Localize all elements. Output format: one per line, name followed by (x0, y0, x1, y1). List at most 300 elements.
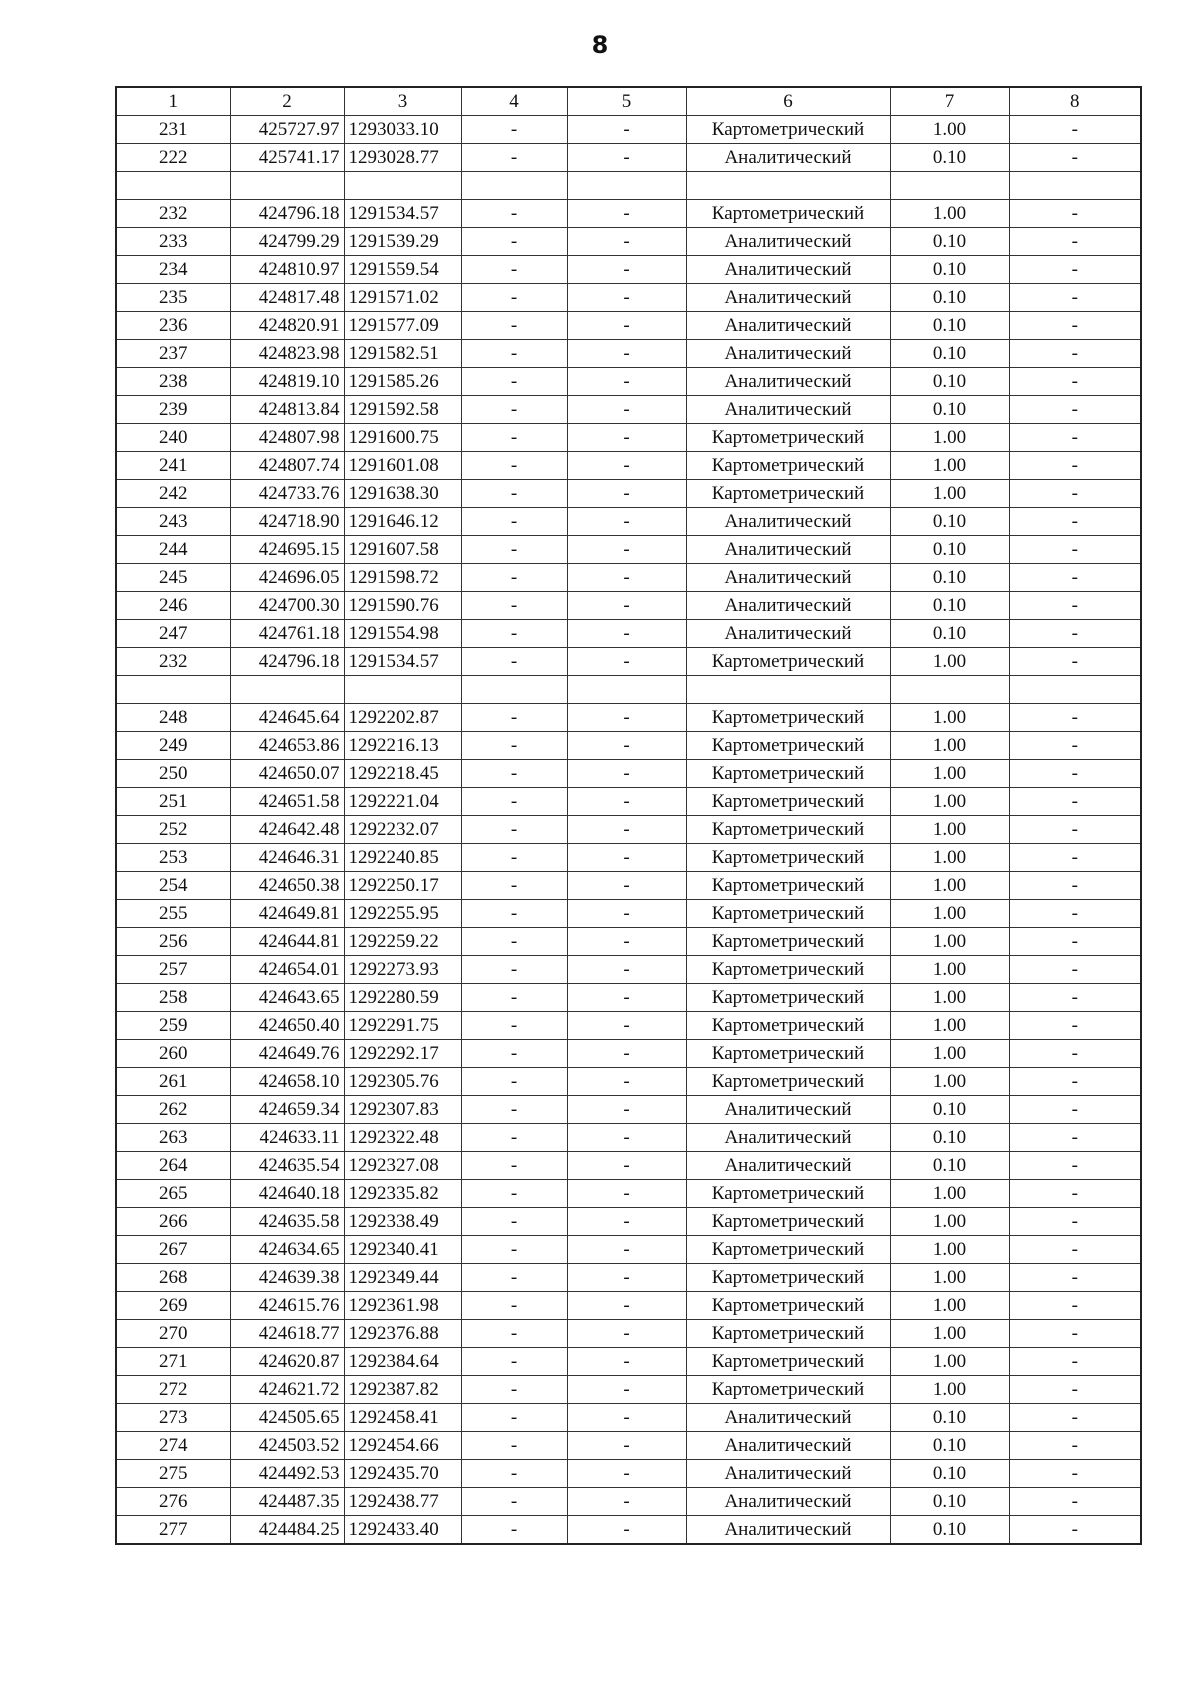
col4-cell: - (461, 340, 567, 368)
x-coordinate-cell: 424492.53 (230, 1460, 344, 1488)
y-coordinate-cell: 1291590.76 (344, 592, 461, 620)
col4-cell: - (461, 1264, 567, 1292)
y-coordinate-cell: 1292435.70 (344, 1460, 461, 1488)
col4-cell (461, 172, 567, 200)
column-header: 6 (686, 87, 890, 116)
method-cell: Аналитический (686, 284, 890, 312)
table-row (116, 1012, 1141, 1040)
col4-cell: - (461, 452, 567, 480)
table-row (116, 452, 1141, 480)
point-number-cell: 247 (116, 620, 230, 648)
col4-cell: - (461, 1376, 567, 1404)
col4-cell: - (461, 424, 567, 452)
col8-cell: - (1009, 1404, 1141, 1432)
point-number-cell: 271 (116, 1348, 230, 1376)
accuracy-cell: 0.10 (890, 592, 1009, 620)
accuracy-cell: 0.10 (890, 256, 1009, 284)
col5-cell: - (567, 1432, 686, 1460)
col8-cell: - (1009, 1264, 1141, 1292)
y-coordinate-cell: 1292322.48 (344, 1124, 461, 1152)
method-cell: Аналитический (686, 1432, 890, 1460)
accuracy-cell: 1.00 (890, 116, 1009, 144)
table-row (116, 172, 1141, 200)
x-coordinate-cell: 424505.65 (230, 1404, 344, 1432)
x-coordinate-cell: 424819.10 (230, 368, 344, 396)
x-coordinate-cell: 424635.58 (230, 1208, 344, 1236)
table-row (116, 620, 1141, 648)
accuracy-cell: 0.10 (890, 1432, 1009, 1460)
col5-cell: - (567, 452, 686, 480)
point-number-cell: 258 (116, 984, 230, 1012)
point-number-cell: 267 (116, 1236, 230, 1264)
col8-cell: - (1009, 1292, 1141, 1320)
col4-cell: - (461, 144, 567, 172)
table-row (116, 228, 1141, 256)
x-coordinate-cell: 424635.54 (230, 1152, 344, 1180)
accuracy-cell: 1.00 (890, 956, 1009, 984)
accuracy-cell: 1.00 (890, 984, 1009, 1012)
point-number-cell: 275 (116, 1460, 230, 1488)
col4-cell: - (461, 1460, 567, 1488)
col4-cell: - (461, 312, 567, 340)
method-cell: Картометрический (686, 1376, 890, 1404)
method-cell: Аналитический (686, 1488, 890, 1516)
point-number-cell: 246 (116, 592, 230, 620)
table-row (116, 760, 1141, 788)
accuracy-cell: 1.00 (890, 732, 1009, 760)
x-coordinate-cell: 424658.10 (230, 1068, 344, 1096)
method-cell: Картометрический (686, 1264, 890, 1292)
accuracy-cell: 0.10 (890, 508, 1009, 536)
y-coordinate-cell: 1292280.59 (344, 984, 461, 1012)
y-coordinate-cell: 1292327.08 (344, 1152, 461, 1180)
x-coordinate-cell: 424807.98 (230, 424, 344, 452)
table-row (116, 928, 1141, 956)
method-cell: Картометрический (686, 648, 890, 676)
col4-cell: - (461, 788, 567, 816)
y-coordinate-cell: 1291598.72 (344, 564, 461, 592)
accuracy-cell: 0.10 (890, 1460, 1009, 1488)
x-coordinate-cell: 424615.76 (230, 1292, 344, 1320)
point-number-cell: 252 (116, 816, 230, 844)
method-cell: Картометрический (686, 1236, 890, 1264)
method-cell: Картометрический (686, 872, 890, 900)
col5-cell: - (567, 396, 686, 424)
y-coordinate-cell: 1292387.82 (344, 1376, 461, 1404)
method-cell: Картометрический (686, 760, 890, 788)
point-number-cell: 232 (116, 200, 230, 228)
accuracy-cell: 1.00 (890, 200, 1009, 228)
y-coordinate-cell: 1292349.44 (344, 1264, 461, 1292)
table-row (116, 1460, 1141, 1488)
point-number-cell (116, 172, 230, 200)
col5-cell: - (567, 760, 686, 788)
x-coordinate-cell: 424634.65 (230, 1236, 344, 1264)
table-row (116, 956, 1141, 984)
col4-cell: - (461, 1068, 567, 1096)
point-number-cell: 270 (116, 1320, 230, 1348)
table-row (116, 1236, 1141, 1264)
x-coordinate-cell: 424633.11 (230, 1124, 344, 1152)
y-coordinate-cell: 1292232.07 (344, 816, 461, 844)
point-number-cell: 239 (116, 396, 230, 424)
table-row (116, 984, 1141, 1012)
x-coordinate-cell: 424650.40 (230, 1012, 344, 1040)
y-coordinate-cell: 1292273.93 (344, 956, 461, 984)
point-number-cell: 232 (116, 648, 230, 676)
y-coordinate-cell: 1293028.77 (344, 144, 461, 172)
table-row (116, 648, 1141, 676)
y-coordinate-cell: 1291577.09 (344, 312, 461, 340)
table-row (116, 424, 1141, 452)
col4-cell: - (461, 396, 567, 424)
table-header-row (116, 87, 1141, 116)
table-row (116, 1180, 1141, 1208)
col4-cell: - (461, 284, 567, 312)
accuracy-cell: 1.00 (890, 704, 1009, 732)
x-coordinate-cell: 424696.05 (230, 564, 344, 592)
col5-cell: - (567, 424, 686, 452)
accuracy-cell: 1.00 (890, 452, 1009, 480)
x-coordinate-cell: 424644.81 (230, 928, 344, 956)
col4-cell: - (461, 480, 567, 508)
accuracy-cell: 0.10 (890, 1516, 1009, 1545)
accuracy-cell: 0.10 (890, 368, 1009, 396)
col5-cell: - (567, 704, 686, 732)
x-coordinate-cell: 424761.18 (230, 620, 344, 648)
point-number-cell: 268 (116, 1264, 230, 1292)
method-cell: Аналитический (686, 1152, 890, 1180)
x-coordinate-cell: 424653.86 (230, 732, 344, 760)
x-coordinate-cell: 424807.74 (230, 452, 344, 480)
accuracy-cell: 0.10 (890, 1488, 1009, 1516)
y-coordinate-cell: 1292255.95 (344, 900, 461, 928)
col4-cell: - (461, 1236, 567, 1264)
table-row (116, 312, 1141, 340)
y-coordinate-cell: 1292458.41 (344, 1404, 461, 1432)
accuracy-cell: 0.10 (890, 564, 1009, 592)
x-coordinate-cell: 424650.38 (230, 872, 344, 900)
y-coordinate-cell (344, 676, 461, 704)
y-coordinate-cell: 1292259.22 (344, 928, 461, 956)
col8-cell: - (1009, 732, 1141, 760)
col8-cell: - (1009, 648, 1141, 676)
table-row (116, 284, 1141, 312)
col4-cell: - (461, 536, 567, 564)
x-coordinate-cell: 425741.17 (230, 144, 344, 172)
col8-cell: - (1009, 1488, 1141, 1516)
table-row (116, 872, 1141, 900)
table-row (116, 1292, 1141, 1320)
col5-cell: - (567, 1068, 686, 1096)
table-row (116, 788, 1141, 816)
col5-cell: - (567, 536, 686, 564)
point-number-cell: 266 (116, 1208, 230, 1236)
x-coordinate-cell: 424484.25 (230, 1516, 344, 1545)
accuracy-cell: 1.00 (890, 760, 1009, 788)
col5-cell: - (567, 900, 686, 928)
col5-cell: - (567, 480, 686, 508)
accuracy-cell: 0.10 (890, 1096, 1009, 1124)
method-cell (686, 172, 890, 200)
col8-cell: - (1009, 844, 1141, 872)
col8-cell: - (1009, 816, 1141, 844)
method-cell: Картометрический (686, 1348, 890, 1376)
column-header: 2 (230, 87, 344, 116)
x-coordinate-cell: 424643.65 (230, 984, 344, 1012)
col4-cell: - (461, 1432, 567, 1460)
point-number-cell: 242 (116, 480, 230, 508)
accuracy-cell: 1.00 (890, 1320, 1009, 1348)
col8-cell: - (1009, 1124, 1141, 1152)
y-coordinate-cell: 1292221.04 (344, 788, 461, 816)
table-row (116, 1264, 1141, 1292)
accuracy-cell: 1.00 (890, 1180, 1009, 1208)
table-row (116, 340, 1141, 368)
method-cell: Картометрический (686, 928, 890, 956)
col8-cell (1009, 172, 1141, 200)
method-cell: Аналитический (686, 1404, 890, 1432)
point-number-cell: 248 (116, 704, 230, 732)
y-coordinate-cell: 1291554.98 (344, 620, 461, 648)
column-header: 8 (1009, 87, 1141, 116)
method-cell: Картометрический (686, 424, 890, 452)
col8-cell: - (1009, 900, 1141, 928)
x-coordinate-cell: 424718.90 (230, 508, 344, 536)
col4-cell: - (461, 1040, 567, 1068)
col8-cell: - (1009, 928, 1141, 956)
x-coordinate-cell: 424640.18 (230, 1180, 344, 1208)
col5-cell: - (567, 284, 686, 312)
point-number-cell: 233 (116, 228, 230, 256)
method-cell: Аналитический (686, 396, 890, 424)
col5-cell: - (567, 144, 686, 172)
accuracy-cell: 1.00 (890, 648, 1009, 676)
method-cell: Аналитический (686, 592, 890, 620)
col4-cell: - (461, 256, 567, 284)
col5-cell: - (567, 984, 686, 1012)
col8-cell: - (1009, 1180, 1141, 1208)
x-coordinate-cell: 424695.15 (230, 536, 344, 564)
x-coordinate-cell: 424810.97 (230, 256, 344, 284)
x-coordinate-cell: 424799.29 (230, 228, 344, 256)
col5-cell: - (567, 200, 686, 228)
col4-cell: - (461, 1488, 567, 1516)
accuracy-cell (890, 172, 1009, 200)
table-body (116, 116, 1141, 1545)
y-coordinate-cell: 1292292.17 (344, 1040, 461, 1068)
table-row (116, 368, 1141, 396)
method-cell: Картометрический (686, 900, 890, 928)
col5-cell: - (567, 1180, 686, 1208)
accuracy-cell: 0.10 (890, 340, 1009, 368)
accuracy-cell: 1.00 (890, 1236, 1009, 1264)
x-coordinate-cell: 424659.34 (230, 1096, 344, 1124)
col4-cell: - (461, 844, 567, 872)
col4-cell: - (461, 984, 567, 1012)
method-cell: Картометрический (686, 480, 890, 508)
method-cell: Аналитический (686, 256, 890, 284)
x-coordinate-cell: 424651.58 (230, 788, 344, 816)
accuracy-cell: 0.10 (890, 396, 1009, 424)
method-cell: Картометрический (686, 1040, 890, 1068)
col5-cell: - (567, 508, 686, 536)
point-number-cell: 244 (116, 536, 230, 564)
col5-cell: - (567, 1124, 686, 1152)
y-coordinate-cell: 1291539.29 (344, 228, 461, 256)
y-coordinate-cell (344, 172, 461, 200)
y-coordinate-cell: 1292307.83 (344, 1096, 461, 1124)
point-number-cell: 255 (116, 900, 230, 928)
y-coordinate-cell: 1291638.30 (344, 480, 461, 508)
column-header: 3 (344, 87, 461, 116)
method-cell: Картометрический (686, 1068, 890, 1096)
col5-cell: - (567, 1096, 686, 1124)
col4-cell: - (461, 228, 567, 256)
col8-cell: - (1009, 452, 1141, 480)
point-number-cell: 240 (116, 424, 230, 452)
page-number: 8 (591, 31, 609, 59)
table-row (116, 676, 1141, 704)
accuracy-cell: 0.10 (890, 1152, 1009, 1180)
col8-cell: - (1009, 1376, 1141, 1404)
point-number-cell: 274 (116, 1432, 230, 1460)
accuracy-cell: 1.00 (890, 844, 1009, 872)
col8-cell: - (1009, 340, 1141, 368)
method-cell: Аналитический (686, 564, 890, 592)
table-row (116, 1320, 1141, 1348)
col8-cell: - (1009, 1432, 1141, 1460)
col4-cell: - (461, 1348, 567, 1376)
y-coordinate-cell: 1291601.08 (344, 452, 461, 480)
point-number-cell: 245 (116, 564, 230, 592)
accuracy-cell: 0.10 (890, 1404, 1009, 1432)
point-number-cell: 262 (116, 1096, 230, 1124)
accuracy-cell: 0.10 (890, 228, 1009, 256)
col8-cell: - (1009, 116, 1141, 144)
y-coordinate-cell: 1292340.41 (344, 1236, 461, 1264)
col4-cell: - (461, 368, 567, 396)
y-coordinate-cell: 1291646.12 (344, 508, 461, 536)
col8-cell: - (1009, 704, 1141, 732)
y-coordinate-cell: 1292216.13 (344, 732, 461, 760)
method-cell: Картометрический (686, 984, 890, 1012)
method-cell: Картометрический (686, 732, 890, 760)
y-coordinate-cell: 1292433.40 (344, 1516, 461, 1545)
col5-cell: - (567, 1012, 686, 1040)
table-row (116, 900, 1141, 928)
y-coordinate-cell: 1291582.51 (344, 340, 461, 368)
y-coordinate-cell: 1292250.17 (344, 872, 461, 900)
table-row (116, 1516, 1141, 1545)
table-row (116, 536, 1141, 564)
col5-cell: - (567, 816, 686, 844)
x-coordinate-cell: 424620.87 (230, 1348, 344, 1376)
col8-cell: - (1009, 256, 1141, 284)
col4-cell: - (461, 928, 567, 956)
col4-cell: - (461, 200, 567, 228)
accuracy-cell: 1.00 (890, 788, 1009, 816)
col5-cell: - (567, 1264, 686, 1292)
col5-cell: - (567, 1292, 686, 1320)
method-cell: Аналитический (686, 228, 890, 256)
col5-cell: - (567, 648, 686, 676)
x-coordinate-cell (230, 676, 344, 704)
y-coordinate-cell: 1292338.49 (344, 1208, 461, 1236)
table-row (116, 732, 1141, 760)
point-number-cell: 259 (116, 1012, 230, 1040)
method-cell: Картометрический (686, 788, 890, 816)
col5-cell: - (567, 116, 686, 144)
col4-cell: - (461, 1152, 567, 1180)
col4-cell: - (461, 620, 567, 648)
table-row (116, 144, 1141, 172)
method-cell: Аналитический (686, 536, 890, 564)
column-header: 4 (461, 87, 567, 116)
col5-cell: - (567, 956, 686, 984)
point-number-cell: 254 (116, 872, 230, 900)
col4-cell: - (461, 760, 567, 788)
col5-cell: - (567, 592, 686, 620)
col5-cell: - (567, 228, 686, 256)
point-number-cell (116, 676, 230, 704)
accuracy-cell: 0.10 (890, 620, 1009, 648)
y-coordinate-cell: 1292218.45 (344, 760, 461, 788)
col4-cell: - (461, 648, 567, 676)
col8-cell: - (1009, 1012, 1141, 1040)
point-number-cell: 260 (116, 1040, 230, 1068)
col5-cell: - (567, 312, 686, 340)
method-cell: Аналитический (686, 620, 890, 648)
y-coordinate-cell: 1291534.57 (344, 200, 461, 228)
x-coordinate-cell: 424503.52 (230, 1432, 344, 1460)
table-row (116, 704, 1141, 732)
col5-cell: - (567, 928, 686, 956)
col4-cell: - (461, 1292, 567, 1320)
x-coordinate-cell: 424487.35 (230, 1488, 344, 1516)
col5-cell: - (567, 1516, 686, 1545)
y-coordinate-cell: 1291571.02 (344, 284, 461, 312)
col5-cell: - (567, 1320, 686, 1348)
col5-cell: - (567, 1152, 686, 1180)
x-coordinate-cell: 424700.30 (230, 592, 344, 620)
col4-cell: - (461, 704, 567, 732)
accuracy-cell: 1.00 (890, 1040, 1009, 1068)
point-number-cell: 222 (116, 144, 230, 172)
point-number-cell: 253 (116, 844, 230, 872)
method-cell: Аналитический (686, 312, 890, 340)
col4-cell (461, 676, 567, 704)
point-number-cell: 235 (116, 284, 230, 312)
accuracy-cell: 1.00 (890, 424, 1009, 452)
table-row (116, 1068, 1141, 1096)
point-number-cell: 236 (116, 312, 230, 340)
col4-cell: - (461, 1096, 567, 1124)
method-cell: Картометрический (686, 1180, 890, 1208)
col5-cell: - (567, 872, 686, 900)
accuracy-cell: 0.10 (890, 284, 1009, 312)
col5-cell: - (567, 1208, 686, 1236)
col4-cell: - (461, 116, 567, 144)
col5-cell (567, 676, 686, 704)
x-coordinate-cell: 424642.48 (230, 816, 344, 844)
method-cell: Картометрический (686, 956, 890, 984)
col5-cell: - (567, 1376, 686, 1404)
y-coordinate-cell: 1292438.77 (344, 1488, 461, 1516)
col5-cell: - (567, 256, 686, 284)
col8-cell: - (1009, 1152, 1141, 1180)
y-coordinate-cell: 1291600.75 (344, 424, 461, 452)
